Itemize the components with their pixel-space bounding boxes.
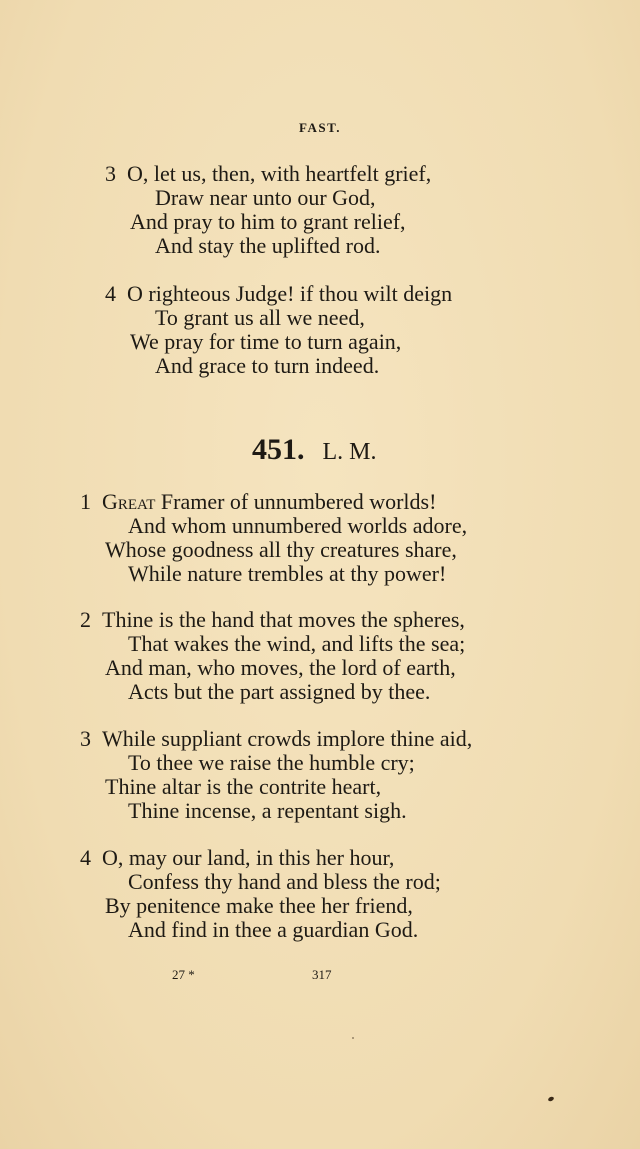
- running-header: FAST.: [298, 120, 342, 135]
- verse-line: And whom unnumbered worlds adore,: [128, 513, 468, 538]
- stanza-prev-4: [105, 282, 452, 378]
- verse-line: Framer of unnumbered worlds!: [155, 489, 437, 514]
- verse-line: To grant us all we need,: [155, 305, 365, 330]
- stanza-number: 3: [105, 161, 116, 186]
- ink-speck: [352, 1037, 354, 1039]
- verse-line: And find in thee a guardian God.: [128, 917, 419, 942]
- verse-line: Confess thy hand and bless the rod;: [128, 869, 441, 894]
- hymn-heading: [252, 433, 377, 467]
- verse-line: Thine incense, a repentant sigh.: [128, 798, 407, 823]
- verse-line: And man, who moves, the lord of earth,: [105, 655, 456, 680]
- hymn-meter: L. M.: [322, 439, 377, 465]
- signature-mark: 27 *: [172, 967, 195, 982]
- verse-line: While suppliant crowds implore thine aid,: [102, 726, 473, 751]
- stanza-number: 1: [80, 489, 91, 514]
- stanza-number: 3: [80, 726, 91, 751]
- verse-line: O righteous Judge! if thou wilt deign: [127, 281, 453, 306]
- verse-line: And pray to him to grant relief,: [130, 209, 406, 234]
- verse-line: To thee we raise the humble cry;: [128, 750, 415, 775]
- verse-line: Thine altar is the contrite heart,: [105, 774, 382, 799]
- verse-line: O, let us, then, with heartfelt grief,: [127, 161, 432, 186]
- stanza-3: [80, 727, 472, 823]
- verse-line: While nature trembles at thy power!: [128, 561, 447, 586]
- verse-line: Whose goodness all thy creatures share,: [105, 537, 457, 562]
- stanza-prev-3: [105, 162, 431, 258]
- verse-line: And grace to turn indeed.: [155, 353, 380, 378]
- verse-line: By penitence make thee her friend,: [105, 893, 413, 918]
- stanza-number: 2: [80, 607, 91, 632]
- ink-speck: [547, 1096, 554, 1102]
- page-number: 317: [312, 967, 332, 982]
- verse-line: And stay the uplifted rod.: [155, 233, 381, 258]
- stanza-2: [80, 608, 465, 704]
- verse-line: That wakes the wind, and lifts the sea;: [128, 631, 466, 656]
- first-word: Great: [102, 489, 156, 514]
- hymn-number: 451.: [252, 433, 305, 466]
- verse-line: Acts but the part assigned by thee.: [128, 679, 431, 704]
- verse-line: We pray for time to turn again,: [130, 329, 402, 354]
- stanza-number: 4: [80, 845, 91, 870]
- stanza-1: [80, 490, 467, 586]
- stanza-number: 4: [105, 281, 116, 306]
- verse-line: Thine is the hand that moves the spheres,: [102, 607, 465, 632]
- stanza-4: [80, 846, 441, 942]
- verse-line: O, may our land, in this her hour,: [102, 845, 395, 870]
- verse-line: Draw near unto our God,: [155, 185, 376, 210]
